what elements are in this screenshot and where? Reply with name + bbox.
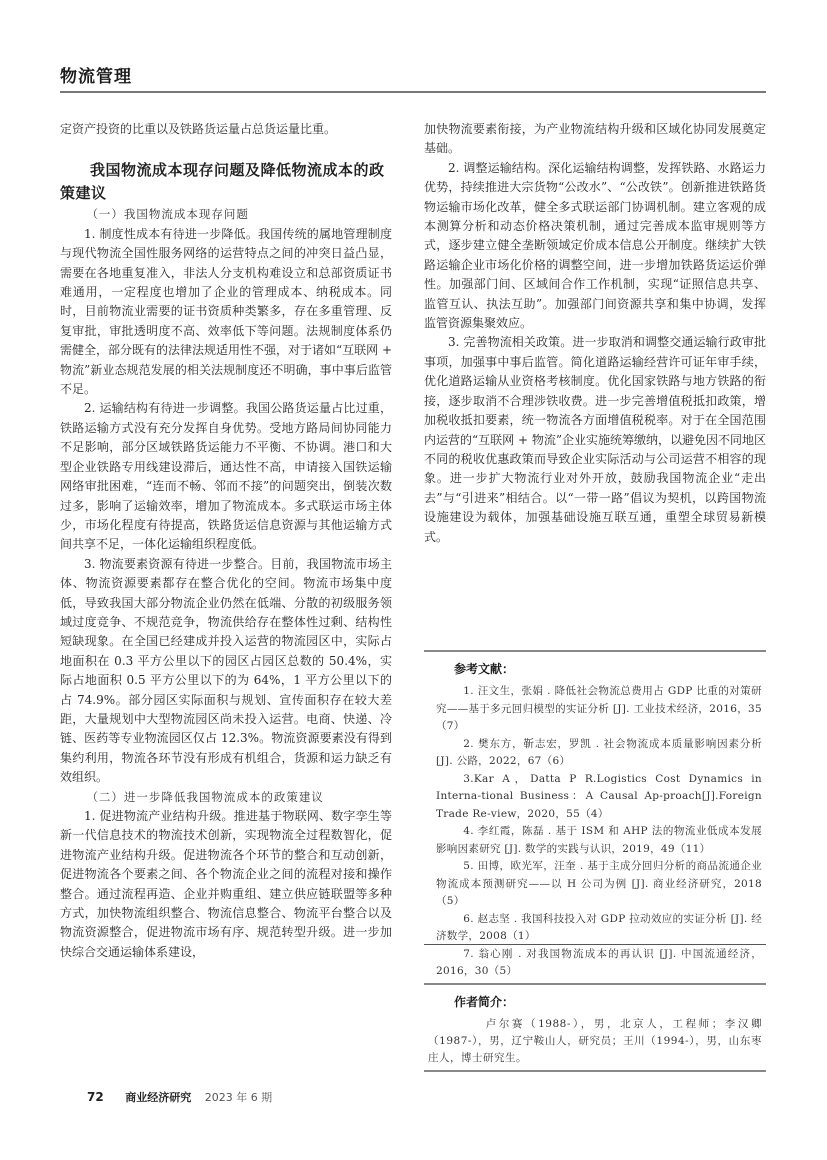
author-bio-text: 卢尔赛（1988-），男，北京人，工程师；李汉卿（1987-），男，辽宁鞍山人，研究员；王川（1994-），男，山东枣庄人，博士研究生。 (428, 1018, 762, 1064)
paragraph-transport-structure: 2. 运输结构有待进一步调整。我国公路货运量占比过重，铁路运输方式没有充分发挥自身优势。受地方路局间协同能力不足影响，部分区域铁路货运能力不平衡、不协调。港口和大型企业铁路专用线建设滞后，通达性不高，申请接入国铁运输网络审批困难，“连而不畅、邻而不接”的问题突出，倒装次数过多，影响了运输效率，增加了物流成本。多式联运市场主体少，市场化程度有待提高，铁路货运信息资源与其他运输方式间共享不足，一体化运输组织程度低。 (60, 401, 392, 552)
paragraph-continuation: 加快物流要素衔接，为产业物流结构升级和区域化协同发展奠定基础。 (424, 122, 766, 156)
reference-item: 2. 樊东方，靳志宏，罗凯 . 社会物流成本质量影响因素分析 [J]. 公路，2022，67（6） (436, 737, 762, 767)
reference-item: 1. 汪文生，张娟 . 降低社会物流总费用占 GDP 比重的对策研究——基于多元回归模型的实证分析 [J]. 工业技术经济，2016，35（7） (436, 685, 762, 732)
references-title: 参考文献： (454, 662, 515, 676)
reference-item: 5. 田博，欧光军，汪奎 . 基于主成分回归分析的商品流通企业物流成本预测研究——以 H 公司为例 [J]. 商业经济研究，2018（5） (436, 860, 762, 907)
author-bio-title: 作者简介： (454, 995, 515, 1009)
author-bio-box (424, 983, 766, 1072)
intro-paragraph: 定资产投资的比重以及铁路货运量占总货运量比重。 (60, 122, 337, 136)
subsection-title-1: （一）我国物流成本现存问题 (86, 207, 249, 222)
page-number: 72 (87, 1090, 104, 1104)
right-column (424, 120, 766, 547)
paragraph-logistics-resources: 3. 物流要素资源有待进一步整合。目前，我国物流市场主体、物流资源要素都存在整合优化的空间。物流市场集中度低，导致我国大部分物流企业仍然在低端、分散的初级服务领域过度竞争、不规范竞争，物流供给存在整体性过剩、结构性短缺现象。在全国已经建成并投入运营的物流园区中，实际占地面积在 0.3 平方公里以下的园区占园区总数的 50.4%，实际占地面积 0.5 平方公里以下的为 64%，1 平方公里以下的占 74.9%。部分园区实际面积与规划、宣传面积存在较大差距，大量规划中大型物流园区尚未投入运营。电商、快递、冷链、医药等专业物流园区仅占 12.3%。物流资源要素没有得到集约利用，物流各环节没有形成有机组合，货源和运力缺乏有效组织。 (60, 556, 392, 785)
left-column (60, 120, 393, 962)
paragraph-adjust-transport: 2. 调整运输结构。深化运输结构调整，发挥铁路、水路运力优势，持续推进大宗货物“公改水”、“公改铁”。创新推进铁路货物运输市场化改革，健全多式联运部门协调机制。建立客观的成本测算分析和动态价格决策机制，通过完善成本监审规则等方式，逐步建立健全垄断领域定价成本信息公开制度。继续扩大铁路运输企业市场化价格的调整空间，进一步增加铁路货运运价弹性。加强部门间、区域间合作工作机制，实现“证照信息共享、监管互认、执法互助”。加强部门间资源共享和集中协调，发挥监管资源集聚效应。 (424, 160, 766, 331)
page-footer (87, 1089, 272, 1105)
reference-item: 3.Kar A，Datta P R.Logistics Cost Dynamics in Interna-tional Business：A Causal Ap-proach[J].Foreign Trade Re-view，2020，55（4） (436, 772, 762, 820)
subsection-title-2: （二）进一步降低我国物流成本的政策建议 (86, 789, 324, 804)
references-box (424, 650, 766, 977)
paragraph-industry-upgrade: 1. 促进物流产业结构升级。推进基于物联网、数字孪生等新一代信息技术的物流技术创新，实现物流全过程数智化，促进物流产业结构升级。促进物流各个环节的整合和互动创新，促进物流各个要素之间、各个物流企业之间的流程对接和操作整合。通过流程再造、企业并购重组、建立供应链联盟等多种方式，加快物流组织整合、物流信息整合、物流平台整合以及物流资源整合，促进物流市场有序、规范转型升级。进一步加快综合交通运输体系建设， (60, 809, 392, 959)
reference-item: 7. 翁心刚 . 对我国物流成本的再认识 [J]. 中国流通经济，2016，30（5） (436, 947, 762, 977)
section-header-title: 物流管理 (60, 67, 132, 87)
journal-name: 商业经济研究 (125, 1091, 192, 1104)
header-rule (60, 91, 766, 93)
running-header (60, 66, 766, 93)
paragraph-institutional-cost: 1. 制度性成本有待进一步降低。我国传统的属地管理制度与现代物流全国性服务网络的运营特点之间的冲突日益凸显，需要在各地重复准入，非法人分支机构难设立和总部资质证书难通用，一定程度也增加了企业的管理成本、纳税成本。同时，目前物流业需要的证书资质种类繁多，存在多重管理、反复审批，审批透明度不高、效率低下等问题。法规制度体系仍需健全，部分既有的法律法规适用性不强，对于诸如“互联网 + 物流”新业态规范发展的相关法规制度还不明确，事中事后监管不足。 (60, 226, 393, 397)
section-title: 我国物流成本现存问题及降低物流成本的政策建议 (60, 161, 385, 203)
paragraph-improve-policy: 3. 完善物流相关政策。进一步取消和调整交通运输行政审批事项，加强事中事后监管。简化道路运输经营许可证年审手续，优化道路运输从业资格考核制度。优化国家铁路与地方铁路的衔接，逐步取消不合理涉铁收费。进一步完善增值税抵扣政策，增加税收抵扣要素，统一物流各方面增值税税率。对于在全国范围内运营的“互联网 + 物流”企业实施统筹缴纳，以避免因不同地区不同的税收优惠政策而导致企业实际活动与公司运营不相容的现象。进一步扩大物流行业对外开放，鼓励我国物流企业“走出去”与“引进来”相结合。以“一带一路”倡议为契机，以跨国物流设施建设为载体，加强基础设施互联互通，重塑全球贸易新模式。 (424, 335, 766, 544)
issue-label: 2023 年 6 期 (204, 1091, 273, 1104)
reference-item: 4. 李红霞，陈磊 . 基于 ISM 和 AHP 法的物流业低成本发展影响因素研究 [J]. 数学的实践与认识，2019，49（11） (436, 825, 762, 855)
reference-item: 6. 赵志坚 . 我国科技投入对 GDP 拉动效应的实证分析 [J]. 经济数学，2008（1） (436, 912, 762, 942)
